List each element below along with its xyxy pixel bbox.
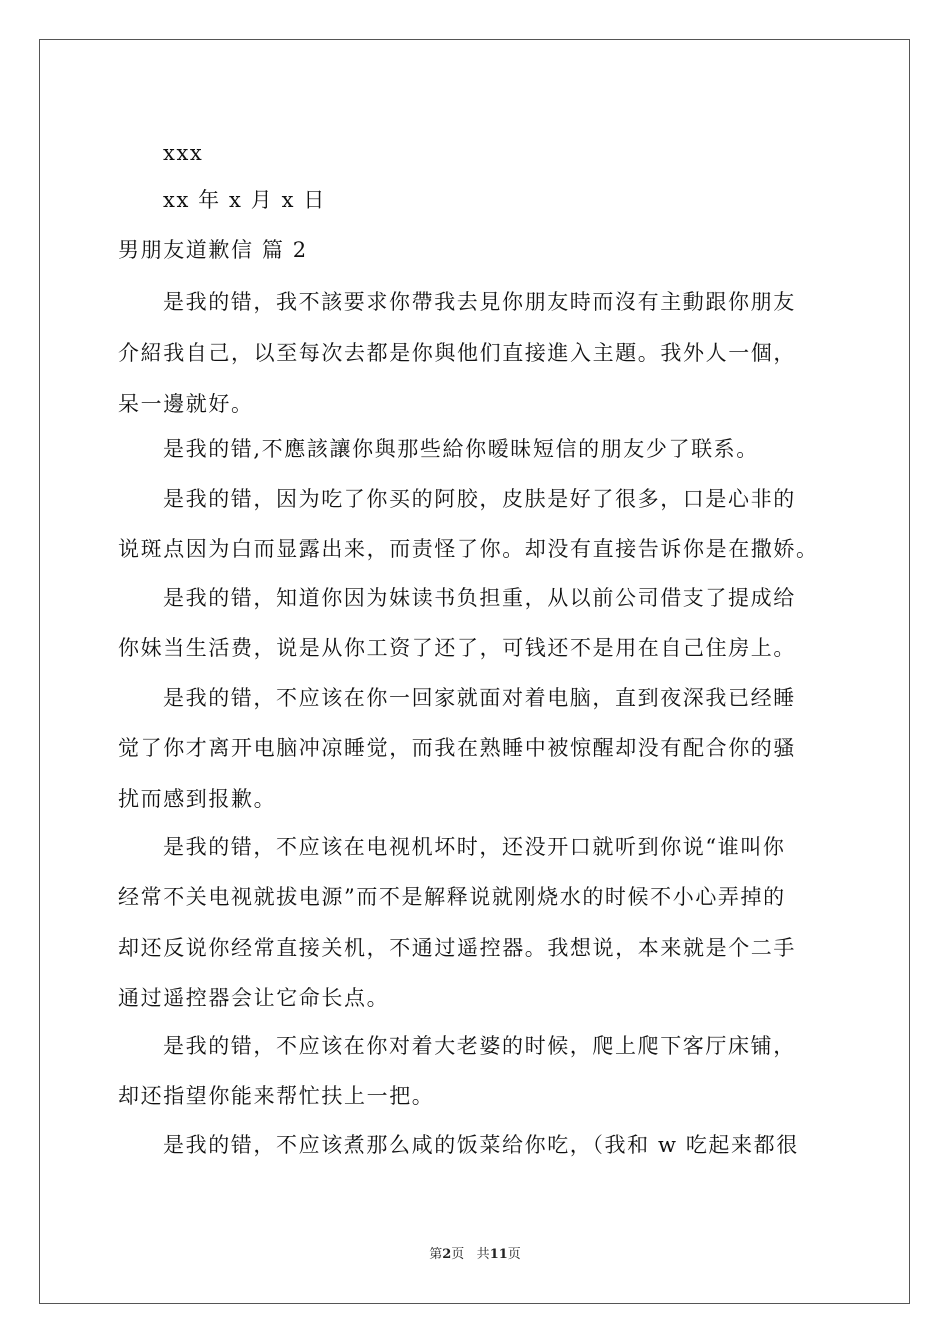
- total-pages: 11: [489, 1247, 508, 1262]
- paragraph-line: 是我的错，不应该在你对着大老婆的时候，爬上爬下客厅床铺，: [163, 1034, 796, 1058]
- paragraph-line: 是我的错,不應該讓你與那些給你暧昧短信的朋友少了联系。: [163, 437, 759, 461]
- paragraph-line: 说斑点因为白而显露出来，而责怪了你。却没有直接告诉你是在撒娇。: [118, 537, 819, 561]
- page-suffix: 页: [451, 1247, 465, 1262]
- page-border: [39, 39, 910, 1304]
- paragraph-line: 是我的错，因为吃了你买的阿胶，皮肤是好了很多，口是心非的: [163, 487, 796, 511]
- paragraph-line: 你妹当生活费，说是从你工资了还了，可钱还不是用在自己住房上。: [118, 636, 796, 660]
- paragraph-line: 是我的错，我不該要求你帶我去見你朋友時而沒有主動跟你朋友: [163, 290, 796, 314]
- paragraph-line: 是我的错，不应该在你一回家就面对着电脑，直到夜深我已经睡: [163, 686, 796, 710]
- total-suffix: 页: [507, 1247, 521, 1262]
- paragraph-line: 是我的错，不应该煮那么咸的饭菜给你吃，（我和 w 吃起来都很: [163, 1133, 799, 1157]
- paragraph-line: 扰而感到报歉。: [118, 787, 277, 811]
- paragraph-line: 觉了你才离开电脑冲凉睡觉，而我在熟睡中被惊醒却没有配合你的骚: [118, 736, 796, 760]
- total-prefix: 共: [476, 1247, 490, 1262]
- paragraph-line: 呆一邊就好。: [118, 392, 254, 416]
- paragraph-line: 却还反说你经常直接关机，不通过遥控器。我想说，本来就是个二手: [118, 936, 796, 960]
- date-line: xx 年 x 月 x 日: [163, 188, 326, 212]
- paragraph-line: 是我的错，知道你因为妹读书负担重，从以前公司借支了提成给: [163, 586, 796, 610]
- paragraph-line: 是我的错，不应该在电视机坏时，还没开口就听到你说“谁叫你: [163, 835, 786, 859]
- paragraph-line: 却还指望你能来帮忙扶上一把。: [118, 1084, 435, 1108]
- signature: xxx: [163, 141, 204, 165]
- page-footer: [0, 1247, 950, 1263]
- page-prefix: 第: [429, 1247, 443, 1262]
- paragraph-line: 经常不关电视就拔电源”而不是解释说就刚烧水的时候不小心弄掉的: [118, 885, 786, 909]
- page-number: 2: [442, 1247, 452, 1262]
- paragraph-line: 介紹我自己，以至每次去都是你與他们直接進入主題。我外人一個，: [118, 341, 796, 365]
- paragraph-line: 通过遥控器会让它命长点。: [118, 986, 390, 1010]
- letter-heading: 男朋友道歉信 篇 2: [118, 238, 308, 262]
